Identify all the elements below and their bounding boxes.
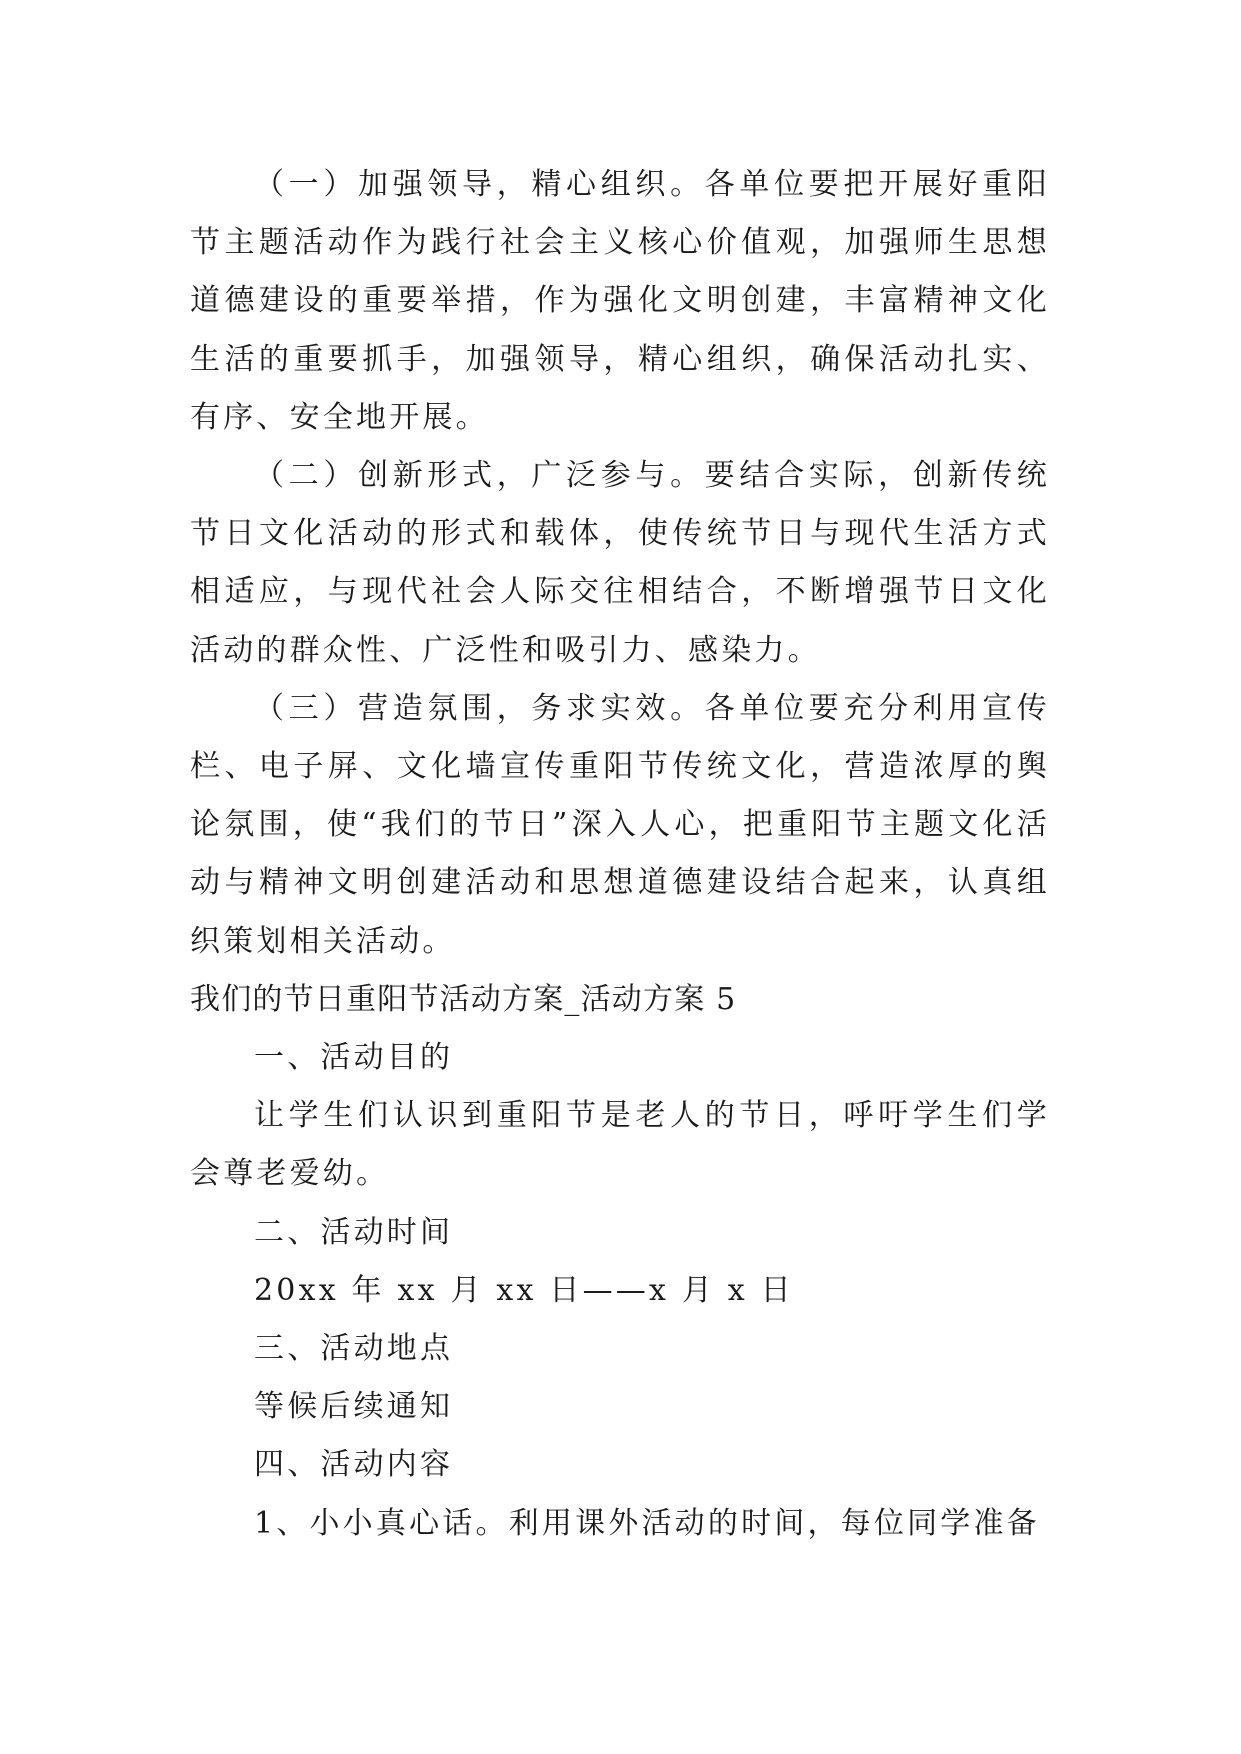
paragraph-atmosphere: （三）营造氛围，务求实效。各单位要充分利用宣传栏、电子屏、文化墙宣传重阳节传统文化，营造浓厚的舆论氛围，使“我们的节日”深入人心，把重阳节主题文化活动与精神文明创建活动和思想道德建设结合起来，认真组织策划相关活动。 (190, 690, 1050, 959)
document-page (190, 156, 1050, 1553)
heading-activity-content: 四、活动内容 (254, 1447, 454, 1483)
heading-activity-time: 二、活动时间 (254, 1214, 454, 1250)
paragraph-activity-purpose: 让学生们认识到重阳节是老人的节日，呼吁学生们学会尊老爱幼。 (190, 1098, 1050, 1192)
section-title: 我们的节日重阳节活动方案_活动方案 5 (190, 981, 737, 1017)
paragraph-innovation: （二）创新形式，广泛参与。要结合实际，创新传统节日文化活动的形式和载体，使传统节日与现代生活方式相适应，与现代社会人际交往相结合，不断增强节日文化活动的群众性、广泛性和吸引力、感染力。 (190, 458, 1050, 668)
paragraph-activity-content-1: 1、小小真心话。利用课外活动的时间，每位同学准备 (254, 1505, 1040, 1541)
paragraph-leadership: （一）加强领导，精心组织。各单位要把开展好重阳节主题活动作为践行社会主义核心价值观，加强师生思想道德建设的重要举措，作为强化文明创建，丰富精神文化生活的重要抓手，加强领导，精心组织，确保活动扎实、有序、安全地开展。 (190, 167, 1050, 435)
heading-activity-location: 三、活动地点 (254, 1331, 454, 1367)
heading-activity-purpose: 一、活动目的 (254, 1040, 454, 1076)
paragraph-activity-location: 等候后续通知 (254, 1389, 454, 1425)
paragraph-activity-time: 20xx 年 xx 月 xx 日——x 月 x 日 (254, 1272, 794, 1308)
